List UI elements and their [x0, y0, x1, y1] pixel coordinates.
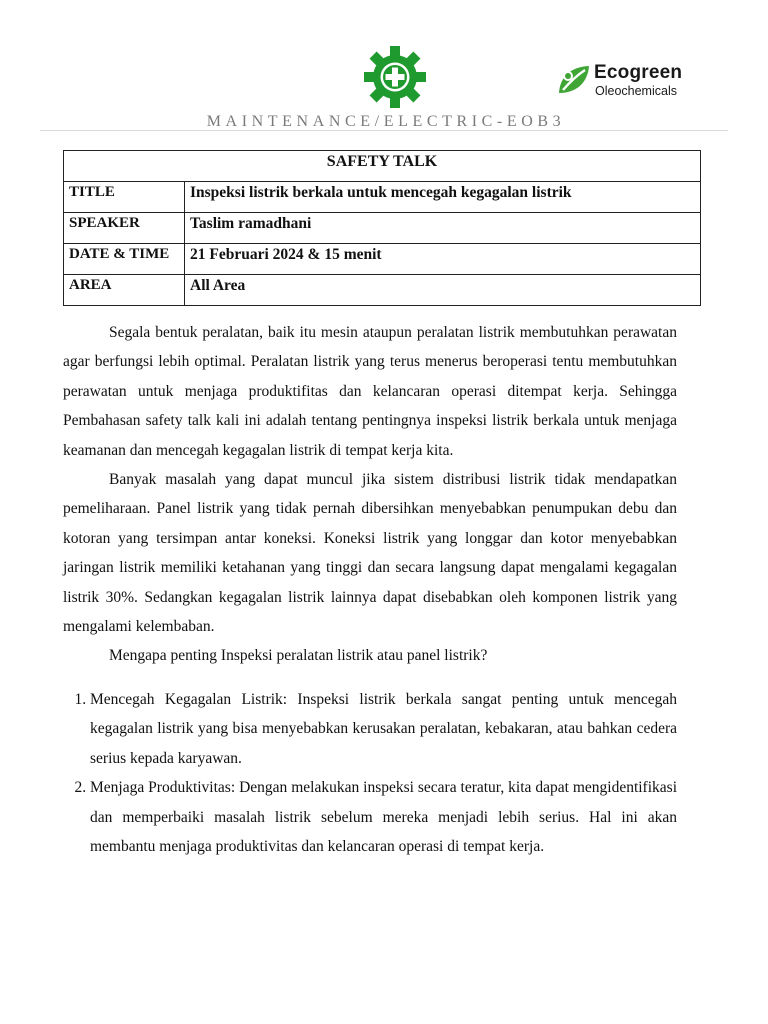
- table-row: [64, 182, 701, 213]
- table-heading: SAFETY TALK: [64, 151, 701, 182]
- row-value-date-time: 21 Februari 2024 & 15 menit: [185, 244, 701, 275]
- list-item: 2. Menjaga Produktivitas: Dengan melakukan inspeksi secara teratur, kita dapat mengidentifikasi dan memperbaiki masalah listrik sebelum mereka menjadi lebih serius. Hal ini akan membantu menjaga produktivitas dan kelancaran operasi di tempat kerja.: [90, 773, 677, 861]
- ecogreen-subtitle: Oleochemicals: [595, 84, 677, 98]
- row-label-area: AREA: [64, 275, 185, 306]
- ecogreen-name: Ecogreen: [594, 62, 683, 83]
- document-body: [63, 318, 677, 861]
- reasons-list: [63, 685, 677, 861]
- table-row: [64, 244, 701, 275]
- row-label-title: TITLE: [64, 182, 185, 213]
- row-value-speaker: Taslim ramadhani: [185, 213, 701, 244]
- table-row: [64, 213, 701, 244]
- table-row: [64, 275, 701, 306]
- safety-talk-table: [63, 150, 701, 306]
- row-label-date-time: DATE & TIME: [64, 244, 185, 275]
- department-header: MAINTENANCE/ELECTRIC-EOB3: [206, 113, 566, 130]
- row-value-area: All Area: [185, 275, 701, 306]
- paragraph-problems: Banyak masalah yang dapat muncul jika sistem distribusi listrik tidak mendapatkan pemeliharaan. Panel listrik yang tidak pernah dibersihkan menyebabkan penumpukan debu dan kotoran yang tersimpan antar koneksi. Koneksi listrik yang longgar dan kotor menyebabkan jaringan listrik memiliki ketahanan yang tinggi dan secara langsung dapat mengalami kegagalan listrik 30%. Sedangkan kegagalan listrik lainnya dapat disebabkan oleh komponen listrik yang mengalami kelembaban.: [63, 471, 677, 636]
- row-value-title: Inspeksi listrik berkala untuk mencegah kegagalan listrik: [185, 182, 701, 213]
- safety-gear-icon: [364, 46, 426, 108]
- row-label-speaker: SPEAKER: [64, 213, 185, 244]
- paragraph-question: Mengapa penting Inspeksi peralatan listrik atau panel listrik?: [109, 647, 488, 665]
- list-item: 1. Mencegah Kegagalan Listrik: Inspeksi listrik berkala sangat penting untuk mencegah kegagalan listrik yang bisa menyebabkan kerusakan peralatan, kebakaran, atau bahkan cedera serius kepada karyawan.: [90, 685, 677, 773]
- table-heading-row: [64, 151, 701, 182]
- paragraph-intro: Segala bentuk peralatan, baik itu mesin ataupun peralatan listrik membutuhkan perawatan agar berfungsi lebih optimal. Peralatan listrik yang terus menerus beroperasi tentu membutuhkan perawatan untuk menjaga produktifitas dan kelancaran operasi ditempat kerja. Sehingga Pembahasan safety talk kali ini adalah tentang pentingnya inspeksi listrik berkala untuk menjaga keamanan dan mencegah kegagalan listrik di tempat kerja kita.: [63, 324, 677, 459]
- ecogreen-logo: [556, 63, 691, 101]
- header-divider: [40, 130, 728, 131]
- ecogreen-leaf-icon: [556, 63, 592, 99]
